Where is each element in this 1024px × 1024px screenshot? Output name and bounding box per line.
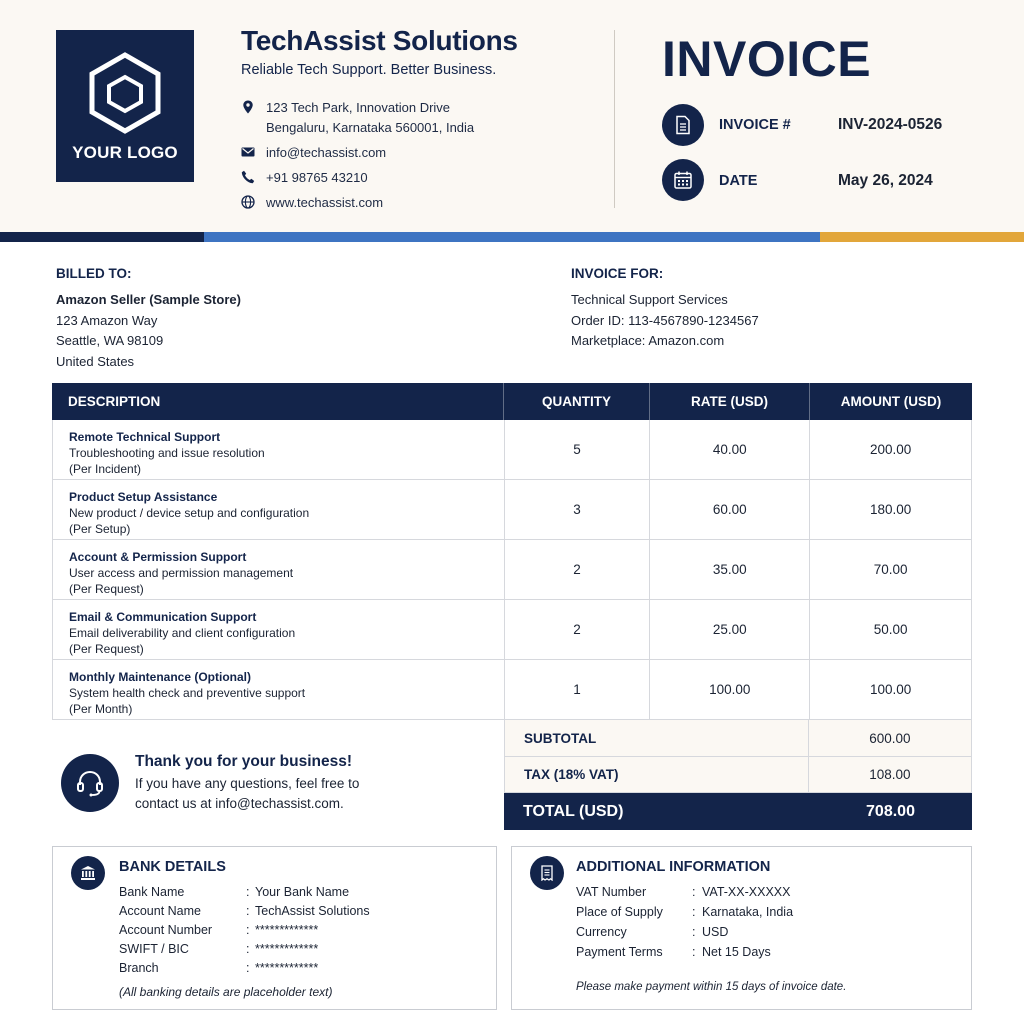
- info-row-value: Net 15 Days: [702, 945, 771, 959]
- item-unit: (Per Month): [69, 702, 133, 716]
- invoice-for-line-3: Marketplace: Amazon.com: [571, 333, 725, 348]
- info-row: Place of Supply : Karnataka, India: [576, 905, 794, 919]
- billed-to-line-2: Seattle, WA 98109: [56, 333, 164, 348]
- item-subtitle: User access and permission management: [69, 566, 294, 580]
- bank-badge: [71, 856, 105, 890]
- invoice-date-value: May 26, 2024: [838, 172, 933, 189]
- invoice-for-heading: INVOICE FOR:: [571, 266, 664, 281]
- location-pin-icon: [241, 100, 255, 114]
- invoice-title: INVOICE: [662, 31, 872, 87]
- bank-row-value: *************: [255, 942, 319, 956]
- table-row: [52, 480, 972, 540]
- subtotal-label: SUBTOTAL: [505, 720, 809, 756]
- logo-text: YOUR LOGO: [72, 143, 178, 162]
- header-divider: [614, 30, 615, 208]
- table-row: [52, 660, 972, 720]
- invoice-number-value: INV-2024-0526: [838, 116, 943, 133]
- email-icon: [241, 145, 255, 159]
- bank-row: SWIFT / BIC : *************: [119, 942, 319, 956]
- item-amount: 70.00: [810, 540, 972, 599]
- item-unit: (Per Setup): [69, 522, 131, 536]
- address-line-1: 123 Tech Park, Innovation Drive: [266, 100, 451, 115]
- company-name: TechAssist Solutions: [241, 25, 518, 56]
- additional-info-box: [511, 846, 972, 1010]
- item-quantity: 1: [505, 660, 651, 719]
- info-row-value: Karnataka, India: [702, 905, 794, 919]
- website-text: www.techassist.com: [266, 195, 384, 210]
- table-row: [52, 600, 972, 660]
- tax-label: TAX (18% VAT): [505, 757, 809, 792]
- accent-band-gold: [820, 232, 1024, 242]
- info-row-key: VAT Number: [576, 885, 647, 899]
- tax-value: 108.00: [869, 767, 911, 782]
- info-row-key: Currency: [576, 925, 627, 939]
- table-row: [52, 540, 972, 600]
- tax-row: [504, 757, 972, 793]
- billed-to-name: Amazon Seller (Sample Store): [56, 292, 241, 307]
- item-title: Email & Communication Support: [69, 610, 257, 624]
- bank-row: Account Number : *************: [119, 923, 319, 937]
- bank-row-key: Account Number: [119, 923, 213, 937]
- info-row-key: Place of Supply: [576, 905, 663, 919]
- invoice-header: [0, 0, 1024, 232]
- billed-to-line-3: United States: [56, 353, 135, 369]
- bank-row-key: Branch: [119, 961, 159, 975]
- company-website: [241, 193, 383, 213]
- item-subtitle: Troubleshooting and issue resolution: [69, 446, 265, 460]
- item-title: Product Setup Assistance: [69, 490, 218, 504]
- item-description: [53, 480, 505, 539]
- calendar-icon: [673, 170, 693, 190]
- support-badge: [61, 754, 119, 812]
- accent-band-navy: [0, 232, 204, 242]
- hexagon-logo-icon: [89, 52, 161, 134]
- item-rate: 40.00: [650, 420, 810, 479]
- header-quantity: QUANTITY: [504, 383, 650, 420]
- bank-details-box: [52, 846, 497, 1010]
- item-unit: (Per Request): [69, 582, 144, 596]
- item-description: [53, 540, 505, 599]
- address-line-2: Bengaluru, Karnataka 560001, India: [266, 120, 475, 135]
- bank-row-key: Account Name: [119, 904, 201, 918]
- item-subtitle: System health check and preventive support: [69, 686, 306, 700]
- invoice-number-badge: [662, 104, 704, 146]
- subtotal-value: 600.00: [869, 730, 911, 746]
- info-row: Currency : USD: [576, 925, 729, 939]
- info-row-value: VAT-XX-XXXXX: [702, 885, 791, 899]
- bank-row: Branch : *************: [119, 961, 319, 975]
- item-description: [53, 660, 505, 719]
- bank-row-key: SWIFT / BIC: [119, 942, 189, 956]
- company-email: [241, 143, 386, 163]
- item-quantity: 5: [505, 420, 651, 479]
- table-row: [52, 420, 972, 480]
- item-amount: 180.00: [810, 480, 972, 539]
- info-row-key: Payment Terms: [576, 945, 663, 959]
- billed-to-address: [56, 290, 241, 372]
- item-rate: 100.00: [650, 660, 810, 719]
- item-subtitle: Email deliverability and client configuration: [69, 626, 296, 640]
- bank-details-title: BANK DETAILS: [119, 859, 226, 875]
- info-badge: [530, 856, 564, 890]
- table-header: [52, 383, 972, 420]
- bank-row-value: *************: [255, 961, 319, 975]
- email-text: info@techassist.com: [266, 145, 387, 160]
- item-unit: (Per Request): [69, 642, 144, 656]
- total-row: [504, 793, 972, 830]
- company-logo: [56, 30, 194, 182]
- item-description: [53, 600, 505, 659]
- invoice-date-badge: [662, 159, 704, 201]
- thanks-heading: Thank you for your business!: [135, 753, 353, 770]
- document-icon: [673, 115, 693, 135]
- billed-to-line-1: 123 Amazon Way: [56, 312, 158, 328]
- item-title: Monthly Maintenance (Optional): [69, 670, 251, 684]
- header-rate: RATE (USD): [650, 383, 810, 420]
- globe-icon: [241, 195, 255, 209]
- item-amount: 200.00: [810, 420, 972, 479]
- billed-to-heading: BILLED TO:: [56, 266, 132, 281]
- phone-text: +91 98765 43210: [266, 170, 368, 185]
- additional-info-title: ADDITIONAL INFORMATION: [576, 859, 771, 875]
- item-title: Remote Technical Support: [69, 430, 221, 444]
- headset-icon: [75, 768, 105, 798]
- invoice-date-label: DATE: [719, 173, 758, 189]
- invoice-for-line-2: Order ID: 113-4567890-1234567: [571, 312, 759, 328]
- item-quantity: 2: [505, 540, 651, 599]
- bank-note: (All banking details are placeholder text): [119, 985, 333, 999]
- bank-row-key: Bank Name: [119, 885, 185, 899]
- bank-icon: [80, 865, 96, 881]
- bank-row-value: TechAssist Solutions: [255, 904, 370, 918]
- info-row: Payment Terms : Net 15 Days: [576, 945, 771, 959]
- item-subtitle: New product / device setup and configuration: [69, 506, 310, 520]
- invoice-for-line-1: Technical Support Services: [571, 292, 728, 307]
- info-row: VAT Number : VAT-XX-XXXXX: [576, 885, 791, 899]
- item-rate: 25.00: [650, 600, 810, 659]
- payment-note: Please make payment within 15 days of invoice date.: [576, 981, 847, 993]
- item-amount: 100.00: [810, 660, 972, 719]
- invoice-for-details: [571, 290, 759, 352]
- company-address: [241, 98, 474, 138]
- item-rate: 60.00: [650, 480, 810, 539]
- company-phone: [241, 168, 368, 188]
- phone-icon: [241, 170, 255, 184]
- line-items-table: [52, 383, 972, 720]
- bank-row: Bank Name : Your Bank Name: [119, 885, 350, 899]
- item-quantity: 2: [505, 600, 651, 659]
- thanks-text: If you have any questions, feel free to contact us at info@techassist.com.: [135, 776, 360, 811]
- item-rate: 35.00: [650, 540, 810, 599]
- header-amount: AMOUNT (USD): [840, 394, 942, 409]
- total-value: 708.00: [866, 802, 915, 820]
- item-description: [53, 420, 505, 479]
- receipt-icon: [539, 865, 555, 881]
- item-unit: (Per Incident): [69, 462, 142, 476]
- accent-band-blue: [204, 232, 820, 242]
- bank-row-value: Your Bank Name: [255, 885, 350, 899]
- bank-row-value: *************: [255, 923, 319, 937]
- header-description: DESCRIPTION: [52, 383, 504, 420]
- bank-row: Account Name : TechAssist Solutions: [119, 904, 370, 918]
- total-label: TOTAL (USD): [523, 802, 624, 820]
- item-quantity: 3: [505, 480, 651, 539]
- info-row-value: USD: [702, 925, 729, 939]
- subtotal-row: [504, 720, 972, 757]
- item-title: Account & Permission Support: [69, 550, 247, 564]
- item-amount: 50.00: [810, 600, 972, 659]
- company-tagline: Reliable Tech Support. Better Business.: [241, 62, 497, 78]
- invoice-number-label: INVOICE #: [719, 117, 791, 133]
